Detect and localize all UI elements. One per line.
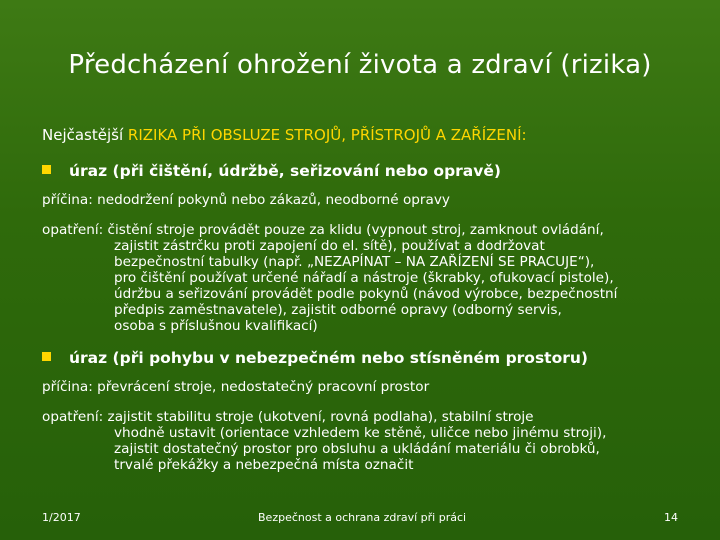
measure-line: vhodně ustavit (orientace vzhledem ke stěně, uličce nebo jinému stroji),	[114, 425, 607, 441]
measure-line: trvalé překážky a nebezpečná místa označit	[114, 457, 414, 473]
slide-title: Předcházení ohrožení života a zdraví (rizika)	[68, 50, 652, 80]
bullet-item-movement	[42, 349, 588, 367]
measure-line: zajistit zástrčku proti zapojení do el. sítě), používat a dodržovat	[114, 238, 545, 254]
cause-text: příčina: převrácení stroje, nedostatečný pracovní prostor	[42, 379, 430, 395]
bullet-item-cleaning	[42, 162, 501, 180]
page-number: 14	[664, 511, 678, 524]
bullet-text: úraz (při čištění, údržbě, seřizování nebo opravě)	[69, 162, 501, 180]
measure-block	[42, 222, 617, 334]
measure-line: předpis zaměstnavatele), zajistit odborné opravy (odborný servis,	[114, 302, 562, 318]
measure-line: pro čištění používat určené nářadí a nástroje (škrabky, ofukovací pistole),	[114, 270, 614, 286]
footer-title: Bezpečnost a ochrana zdraví při práci	[258, 511, 467, 524]
bullet-text: úraz (při pohybu v nebezpečném nebo stísněném prostoru)	[69, 349, 589, 367]
intro-line	[42, 126, 527, 144]
measure-line: opatření: zajistit stabilitu stroje (ukotvení, rovná podlaha), stabilní stroje	[42, 409, 534, 425]
intro-prefix: Nejčastější	[42, 126, 128, 144]
measure-line: údržbu a seřizování provádět podle pokynů (návod výrobce, bezpečnostní	[114, 286, 618, 302]
measure-line: zajistit dostatečný prostor pro obsluhu a ukládání materiálu či obrobků,	[114, 441, 600, 457]
square-bullet-icon	[42, 165, 51, 174]
measure-line: bezpečnostní tabulky (např. „NEZAPÍNAT – NA ZAŘÍZENÍ SE PRACUJE“),	[114, 254, 595, 270]
measure-block	[42, 409, 606, 473]
intro-highlight: RIZIKA PŘI OBSLUZE STROJŮ, PŘÍSTROJŮ A ZAŘÍZENÍ:	[127, 126, 527, 144]
measure-line: osoba s příslušnou kvalifikací)	[114, 318, 318, 334]
footer-date: 1/2017	[42, 511, 81, 524]
measure-line: opatření: čistění stroje provádět pouze za klidu (vypnout stroj, zamknout ovládání,	[42, 222, 604, 238]
square-bullet-icon	[42, 352, 51, 361]
cause-text: příčina: nedodržení pokynů nebo zákazů, neodborné opravy	[42, 192, 450, 208]
